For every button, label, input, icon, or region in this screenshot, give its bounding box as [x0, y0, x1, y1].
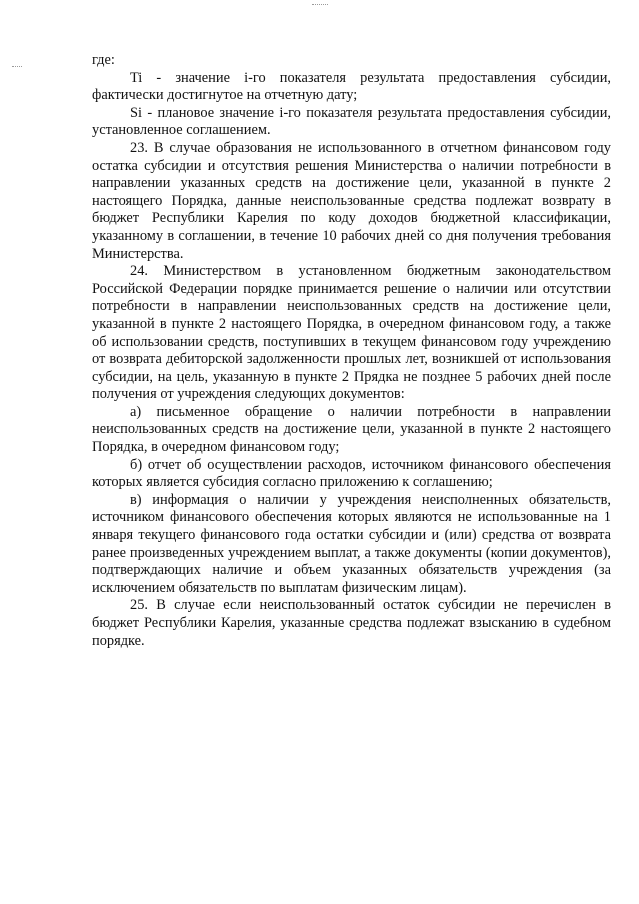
scan-mark: [12, 66, 22, 68]
paragraph-item-24-v: в) информация о наличии у учреждения неисполненных обязательств, источником финансового обеспечения которых являются не использованные на 1 января текущего финансового года остатки субсидии и (или) средства от возврата ранее произведенных учреждением выплат, а также документы (копии документов), подтверждающих наличие и объем указанных обязательств учреждения (за исключением обязательств по выплатам физическим лицам).: [92, 491, 611, 596]
paragraph-where: где:: [92, 52, 115, 68]
paragraph-item-25: 25. В случае если неиспользованный остаток субсидии не перечислен в бюджет Республики Карелия, указанные средства подлежат взысканию в судебном порядке.: [92, 597, 611, 649]
paragraph-item-24-b: б) отчет об осуществлении расходов, источником финансового обеспечения которых является субсидия согласно приложению к соглашению;: [92, 456, 611, 491]
document-body: [92, 52, 611, 650]
paragraph-item-23: 23. В случае образования не использованного в отчетном финансовом году остатка субсидии и отсутствия решения Министерства о наличии потребности в направлении указанных средств на достижение цели, указанной в пункте 2 настоящего Порядка, данные неиспользованные средства подлежат возврату в бюджет Республики Карелия по коду доходов бюджетной классификации, указанному в соглашении, в течение 10 рабочих дней со дня получения требования Министерства.: [92, 139, 611, 262]
scan-mark: [312, 4, 328, 6]
paragraph-item-24-a: а) письменное обращение о наличии потребности в направлении неиспользованных средств на достижение цели, указанной в пункте 2 настоящего Порядка, в очередном финансовом году;: [92, 403, 611, 456]
paragraph-ti-definition: Ti - значение i-го показателя результата предоставления субсидии, фактически достигнутое на отчетную дату;: [92, 69, 611, 104]
paragraph-si-definition: Si - плановое значение i-го показателя результата предоставления субсидии, установленное соглашением.: [92, 104, 611, 139]
paragraph-item-24: 24. Министерством в установленном бюджетным законодательством Российской Федерации порядке принимается решение о наличии или отсутствии потребности в направлении неиспользованных средств на достижение цели, указанной в пункте 2 настоящего Порядка, в очередном финансовом году, а также об использовании средств, поступивших в текущем финансовом году учреждению от возврата дебиторской задолженности прошлых лет, возникшей от использования субсидии, на цель, указанную в пункте 2 Прядка не позднее 5 рабочих дней после получения от учреждения следующих документов:: [92, 263, 611, 403]
